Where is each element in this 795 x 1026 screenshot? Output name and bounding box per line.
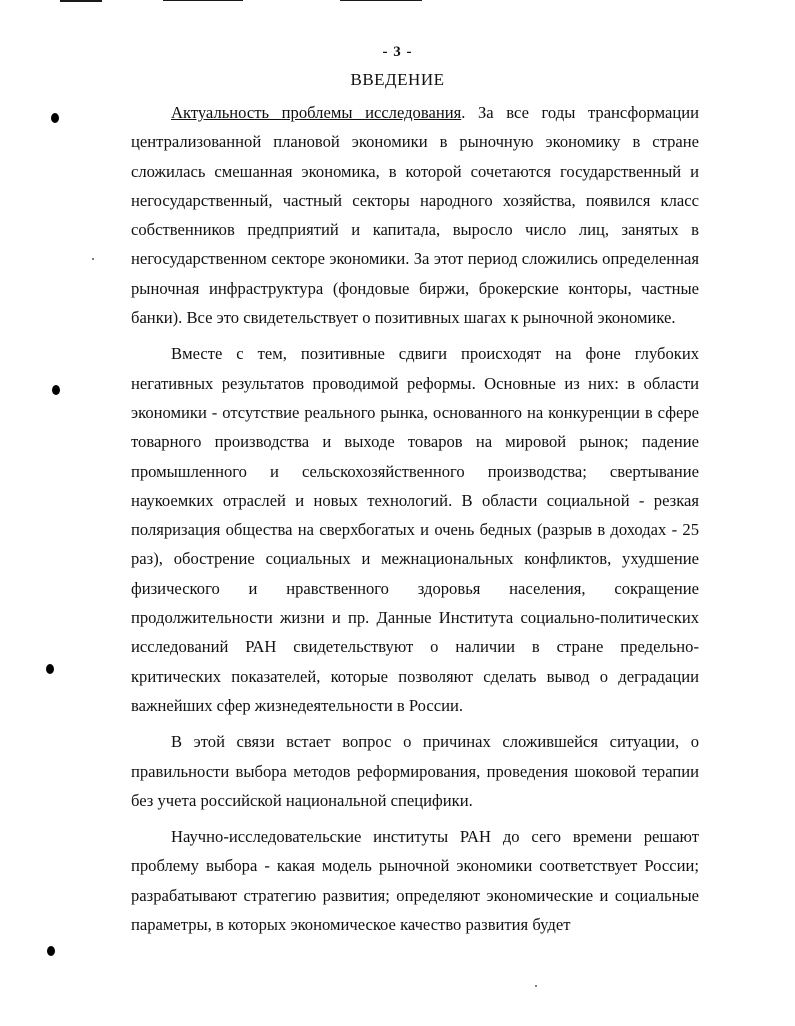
paragraph: В этой связи встает вопрос о причинах сложившейся ситуации, о правильности выбора методов реформирования, проведения шоковой терапии без учета российской национальной специфики.	[131, 732, 699, 810]
binder-hole-mark	[47, 946, 55, 956]
paragraph	[131, 98, 699, 332]
paragraph: Научно-исследовательские институты РАН до сего времени решают проблему выбора - какая модель рыночной экономики соответствует России; разрабатывают стратегию развития; определяют экономические и социальные параметры, в которых экономическое качество развития будет	[131, 827, 699, 935]
section-heading: Актуальность проблемы исследования	[171, 103, 462, 122]
scan-speck	[535, 985, 537, 987]
binder-hole-mark	[51, 113, 59, 123]
document-body	[131, 98, 699, 946]
page-number: - 3 -	[382, 44, 413, 60]
scan-artifact-line	[340, 0, 422, 1]
paragraph: Вместе с тем, позитивные сдвиги происходят на фоне глубоких негативных результатов проводимой реформы. Основные из них: в области экономики - отсутствие реального рынка, основанного на конкуренции в сфере товарного производства и выходе товаров на мировой рынок; падение промышленного и сельскохозяйственного производства; свертывание наукоемких отраслей и новых технологий. В области социальной - резкая поляризация общества на сверхбогатых и очень бедных (разрыв в доходах - 25 раз), обострение социальных и межнациональных конфликтов, ухудшение физического и нравственного здоровья населения, сокращение продолжительности жизни и пр. Данные Института социально-политических исследований РАН свидетельствуют о наличии в стране предельно-критических показателей, которые позволяют сделать вывод о деградации важнейших сфер жизнедеятельности в России.	[131, 344, 699, 715]
scan-speck	[92, 258, 94, 260]
scan-artifact-line	[60, 0, 102, 2]
page-title: ВВЕДЕНИЕ	[350, 70, 445, 89]
paragraph-text: . За все годы трансформации централизованной плановой экономики в рыночную экономику в стране сложилась смешанная экономика, в которой сочетаются государственный и негосударственный, частный секторы народного хозяйства, появился класс собственников предприятий и капитала, выросло число лиц, занятых в негосударственном секторе экономики. За этот период сложились определенная рыночная инфраструктура (фондовые биржи, брокерские конторы, частные банки). Все это свидетельствует о позитивных шагах к рыночной экономике.	[131, 103, 699, 328]
scan-artifact-line	[163, 0, 243, 1]
binder-hole-mark	[52, 385, 60, 395]
binder-hole-mark	[46, 664, 54, 674]
